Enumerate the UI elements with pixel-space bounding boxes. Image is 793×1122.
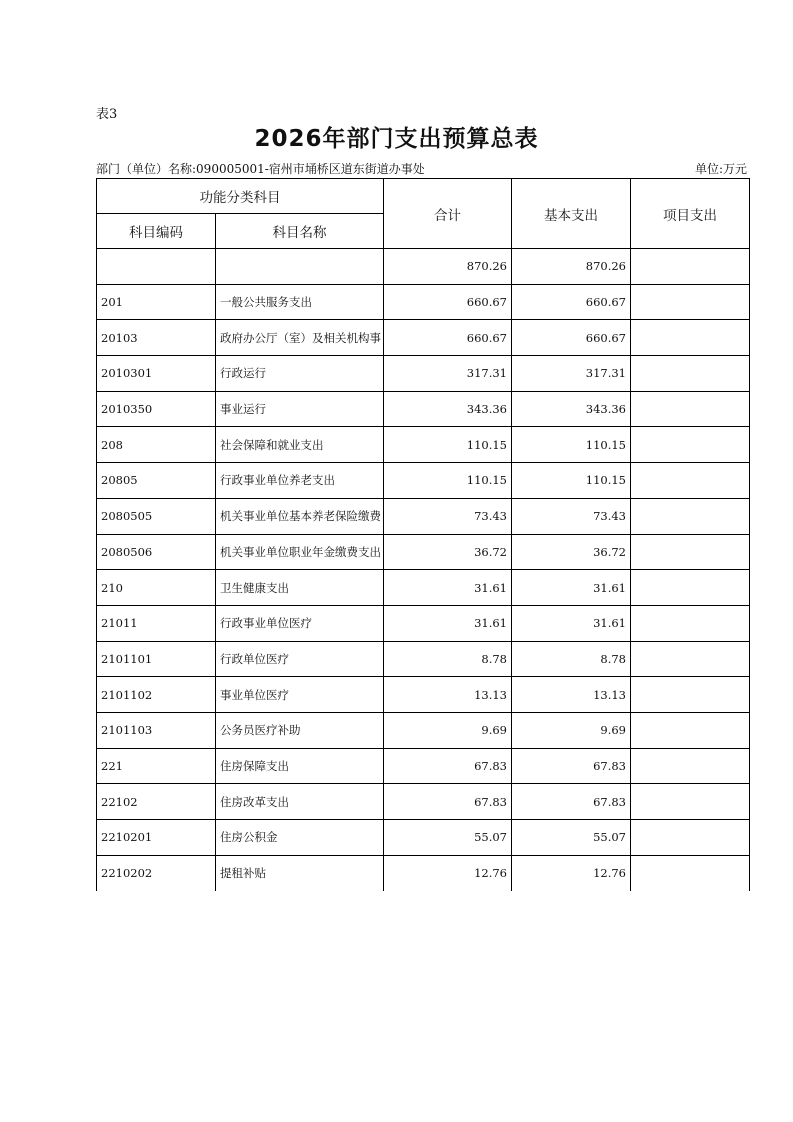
header-total: 合计	[384, 179, 512, 249]
cell-name: 社会保障和就业支出	[216, 427, 384, 463]
cell-total: 12.76	[384, 855, 512, 891]
cell-project	[631, 677, 750, 713]
cell-code: 208	[97, 427, 216, 463]
cell-project	[631, 712, 750, 748]
table-row	[97, 356, 750, 392]
cell-basic: 31.61	[512, 570, 631, 606]
cell-basic: 110.15	[512, 463, 631, 499]
header-name: 科目名称	[216, 214, 384, 249]
cell-project	[631, 463, 750, 499]
currency-unit: 单位:万元	[694, 162, 747, 176]
cell-project	[631, 641, 750, 677]
cell-basic: 317.31	[512, 356, 631, 392]
table-row	[97, 855, 750, 891]
cell-total: 31.61	[384, 605, 512, 641]
table-row	[97, 570, 750, 606]
table-row	[97, 605, 750, 641]
cell-code: 221	[97, 748, 216, 784]
header-project: 项目支出	[631, 179, 750, 249]
table-row	[97, 677, 750, 713]
cell-project	[631, 534, 750, 570]
cell-basic: 67.83	[512, 748, 631, 784]
cell-name: 公务员医疗补助	[216, 712, 384, 748]
table-row	[97, 284, 750, 320]
cell-code	[97, 249, 216, 285]
cell-total: 9.69	[384, 712, 512, 748]
cell-basic: 36.72	[512, 534, 631, 570]
cell-basic: 8.78	[512, 641, 631, 677]
cell-basic: 660.67	[512, 284, 631, 320]
table-row	[97, 391, 750, 427]
cell-name: 行政运行	[216, 356, 384, 392]
cell-basic: 870.26	[512, 249, 631, 285]
table-row	[97, 320, 750, 356]
cell-code: 21011	[97, 605, 216, 641]
table-row	[97, 463, 750, 499]
table-row	[97, 748, 750, 784]
cell-code: 2210202	[97, 855, 216, 891]
header-code: 科目编码	[97, 214, 216, 249]
cell-basic: 31.61	[512, 605, 631, 641]
cell-code: 2101101	[97, 641, 216, 677]
cell-code: 210	[97, 570, 216, 606]
cell-basic: 55.07	[512, 820, 631, 856]
cell-total: 870.26	[384, 249, 512, 285]
cell-total: 317.31	[384, 356, 512, 392]
cell-basic: 110.15	[512, 427, 631, 463]
cell-project	[631, 427, 750, 463]
budget-table	[96, 178, 750, 891]
table-row	[97, 784, 750, 820]
table-row	[97, 427, 750, 463]
cell-total: 8.78	[384, 641, 512, 677]
cell-basic: 13.13	[512, 677, 631, 713]
cell-code: 2101103	[97, 712, 216, 748]
table-row	[97, 534, 750, 570]
cell-name: 机关事业单位基本养老保险缴费	[216, 498, 384, 534]
cell-project	[631, 784, 750, 820]
cell-project	[631, 570, 750, 606]
cell-name: 卫生健康支出	[216, 570, 384, 606]
cell-name: 提租补贴	[216, 855, 384, 891]
cell-total: 660.67	[384, 320, 512, 356]
header-func-class: 功能分类科目	[97, 179, 384, 214]
cell-code: 2010301	[97, 356, 216, 392]
cell-name: 行政单位医疗	[216, 641, 384, 677]
cell-code: 201	[97, 284, 216, 320]
cell-basic: 12.76	[512, 855, 631, 891]
header-basic: 基本支出	[512, 179, 631, 249]
cell-project	[631, 498, 750, 534]
table-row	[97, 249, 750, 285]
cell-name: 行政事业单位医疗	[216, 605, 384, 641]
cell-project	[631, 284, 750, 320]
cell-project	[631, 820, 750, 856]
cell-code: 20103	[97, 320, 216, 356]
cell-project	[631, 391, 750, 427]
cell-project	[631, 249, 750, 285]
cell-total: 67.83	[384, 784, 512, 820]
cell-total: 110.15	[384, 463, 512, 499]
cell-name: 住房公积金	[216, 820, 384, 856]
cell-total: 67.83	[384, 748, 512, 784]
cell-total: 343.36	[384, 391, 512, 427]
cell-project	[631, 748, 750, 784]
cell-total: 73.43	[384, 498, 512, 534]
table-row	[97, 712, 750, 748]
page-title: 2026年部门支出预算总表	[254, 126, 539, 152]
cell-basic: 73.43	[512, 498, 631, 534]
cell-code: 2101102	[97, 677, 216, 713]
cell-project	[631, 356, 750, 392]
cell-name: 事业单位医疗	[216, 677, 384, 713]
cell-code: 2080506	[97, 534, 216, 570]
cell-total: 31.61	[384, 570, 512, 606]
cell-name: 政府办公厅（室）及相关机构事	[216, 320, 384, 356]
cell-name: 住房改革支出	[216, 784, 384, 820]
cell-total: 660.67	[384, 284, 512, 320]
cell-code: 20805	[97, 463, 216, 499]
cell-name: 一般公共服务支出	[216, 284, 384, 320]
cell-code: 2010350	[97, 391, 216, 427]
cell-code: 22102	[97, 784, 216, 820]
cell-code: 2080505	[97, 498, 216, 534]
cell-total: 55.07	[384, 820, 512, 856]
table-number: 表3	[96, 107, 118, 122]
cell-total: 110.15	[384, 427, 512, 463]
cell-name: 住房保障支出	[216, 748, 384, 784]
cell-project	[631, 855, 750, 891]
table-row	[97, 820, 750, 856]
department-name: 部门（单位）名称:090005001-宿州市埇桥区道东街道办事处	[96, 162, 425, 176]
table-row	[97, 498, 750, 534]
cell-name: 机关事业单位职业年金缴费支出	[216, 534, 384, 570]
cell-basic: 343.36	[512, 391, 631, 427]
cell-basic: 67.83	[512, 784, 631, 820]
table-row	[97, 641, 750, 677]
cell-total: 36.72	[384, 534, 512, 570]
cell-basic: 9.69	[512, 712, 631, 748]
cell-basic: 660.67	[512, 320, 631, 356]
cell-code: 2210201	[97, 820, 216, 856]
cell-name: 事业运行	[216, 391, 384, 427]
cell-name	[216, 249, 384, 285]
cell-name: 行政事业单位养老支出	[216, 463, 384, 499]
cell-project	[631, 320, 750, 356]
cell-total: 13.13	[384, 677, 512, 713]
cell-project	[631, 605, 750, 641]
